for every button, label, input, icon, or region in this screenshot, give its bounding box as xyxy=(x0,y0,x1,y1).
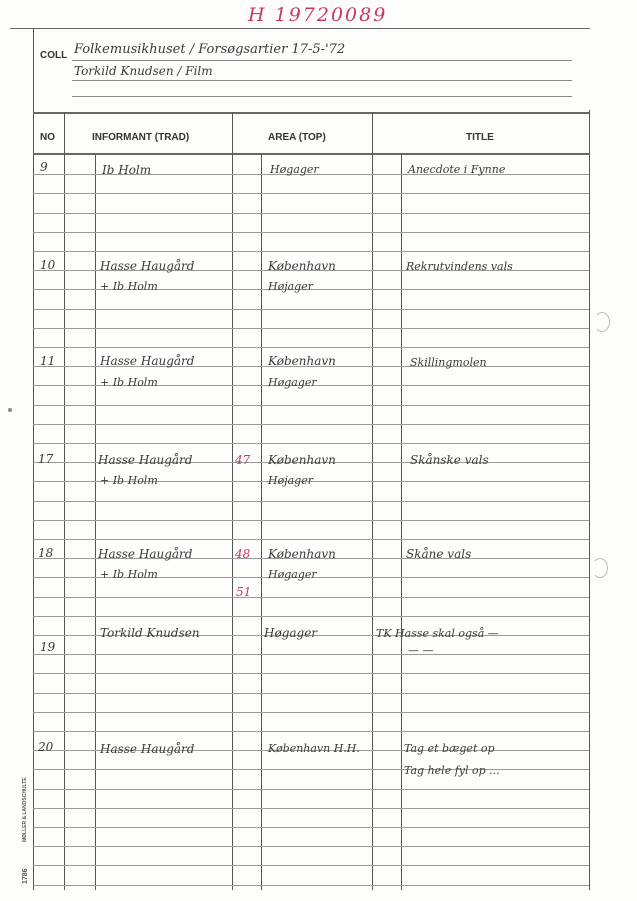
row-rule xyxy=(33,731,589,732)
collection-line-2: Torkild Knudsen / Film xyxy=(74,64,213,78)
entry-number: 17 xyxy=(38,452,54,466)
entry-title: Skånske vals xyxy=(410,453,489,467)
row-rule xyxy=(33,597,589,598)
row-rule xyxy=(33,827,589,828)
coll-rule-2 xyxy=(72,80,572,81)
coll-rule-1 xyxy=(72,60,572,61)
entry-informant: Hasse Haugård xyxy=(100,259,195,273)
row-rule xyxy=(33,213,589,214)
row-rule xyxy=(33,443,589,444)
top-rule xyxy=(10,28,590,29)
row-rule xyxy=(33,501,589,502)
entry-informant: Torkild Knudsen xyxy=(100,626,200,640)
entry-area-2: Høgager xyxy=(268,376,317,389)
row-rule xyxy=(33,520,589,521)
col-informant-inner-rule xyxy=(95,155,96,890)
margin-dot xyxy=(8,408,12,412)
printer-label: MØLLER & LANDSCHULTE xyxy=(22,777,28,842)
row-rule xyxy=(33,673,589,674)
entry-area: København xyxy=(268,354,336,368)
collection-line-1: Folkemusikhuset / Forsøgsartier 17-5-'72 xyxy=(74,42,346,57)
reference-number: H 19720089 xyxy=(248,4,388,26)
entry-number: 9 xyxy=(40,160,48,174)
entry-title: Skåne vals xyxy=(406,547,472,561)
entry-area: København H.H. xyxy=(268,742,360,755)
col-area-inner-rule xyxy=(261,155,262,890)
right-margin-rule xyxy=(589,110,590,890)
entry-area: København xyxy=(268,259,336,273)
entry-title: TK Hasse skal også — xyxy=(376,627,499,640)
row-rule xyxy=(33,712,589,713)
row-rule xyxy=(33,769,589,770)
header-title: TITLE xyxy=(466,132,494,143)
entry-informant-2: + Ib Holm xyxy=(100,376,158,389)
row-rule xyxy=(33,328,589,329)
entry-title: Anecdote i Fynne xyxy=(408,163,506,176)
entry-informant: Hasse Haugård xyxy=(100,742,195,756)
entry-area-note: 47 xyxy=(235,453,251,467)
entry-extra-note: 51 xyxy=(236,585,252,599)
entry-informant-2: + Ib Holm xyxy=(100,280,158,293)
coll-label: COLL xyxy=(40,50,68,61)
entry-title: Tag et bæget op xyxy=(404,742,495,755)
left-margin-rule xyxy=(33,28,34,890)
row-rule xyxy=(33,865,589,866)
col-title-inner-rule xyxy=(401,155,402,890)
punch-hole-mark xyxy=(592,558,608,578)
row-rule xyxy=(33,885,589,886)
entry-area: Høgager xyxy=(270,163,319,176)
entry-informant: Hasse Haugård xyxy=(100,354,195,368)
entry-area-2: Højager xyxy=(268,474,313,487)
entry-number: 18 xyxy=(38,546,54,560)
entry-area-note: 48 xyxy=(235,547,251,561)
row-rule xyxy=(33,232,589,233)
entry-title: Skillingmolen xyxy=(410,356,487,369)
entry-informant: Hasse Haugård xyxy=(98,547,193,561)
row-rule xyxy=(33,539,589,540)
entry-title-2: Tag hele fyl op ... xyxy=(404,764,500,777)
entry-area: København xyxy=(268,453,336,467)
entry-area: København xyxy=(268,547,336,561)
entry-title: Rekrutvindens vals xyxy=(406,260,513,273)
row-rule xyxy=(33,309,589,310)
entry-area-2: Høgager xyxy=(268,568,317,581)
entry-area-2: Højager xyxy=(268,280,313,293)
row-rule xyxy=(33,654,589,655)
row-rule xyxy=(33,193,589,194)
entry-area: Høgager xyxy=(264,626,318,640)
entry-number: 20 xyxy=(38,740,54,754)
header-bottom-rule xyxy=(33,153,589,155)
row-rule xyxy=(33,424,589,425)
row-rule xyxy=(33,347,589,348)
coll-rule-3 xyxy=(72,96,572,97)
row-rule xyxy=(33,789,589,790)
row-rule xyxy=(33,616,589,617)
row-rule xyxy=(33,405,589,406)
header-informant: INFORMANT (TRAD) xyxy=(92,132,190,143)
form-code: 1786 xyxy=(22,868,29,884)
entry-number: 19 xyxy=(40,640,56,654)
entry-title-2: — — xyxy=(408,644,434,657)
header-top-rule xyxy=(33,112,589,114)
entry-number: 11 xyxy=(40,354,56,368)
entry-informant-2: + Ib Holm xyxy=(100,568,158,581)
entry-informant: Ib Holm xyxy=(102,163,152,177)
header-area: AREA (TOP) xyxy=(268,132,326,143)
row-rule xyxy=(33,693,589,694)
entry-informant: Hasse Haugård xyxy=(98,453,193,467)
entry-informant-2: + Ib Holm xyxy=(100,474,158,487)
row-rule xyxy=(33,846,589,847)
punch-hole-mark xyxy=(594,312,610,332)
entry-number: 10 xyxy=(40,258,56,272)
row-rule xyxy=(33,251,589,252)
row-rule xyxy=(33,808,589,809)
header-no: NO xyxy=(40,132,55,143)
